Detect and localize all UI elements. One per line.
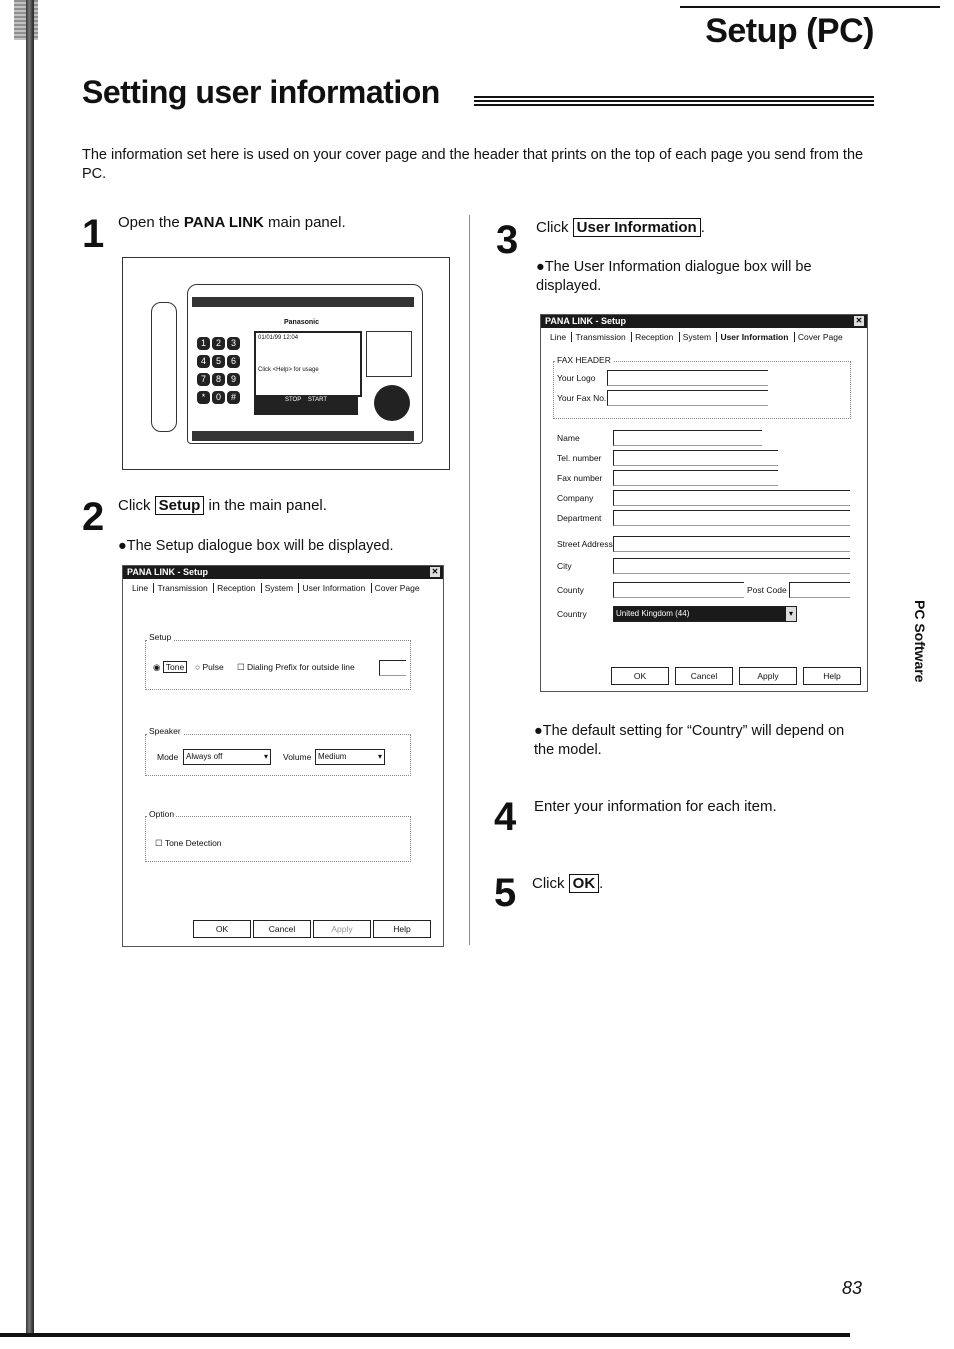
round-button[interactable]: [374, 385, 410, 421]
tab-user-information[interactable]: User Information: [716, 332, 791, 342]
ok-button[interactable]: OK: [193, 920, 251, 938]
apply-button[interactable]: Apply: [739, 667, 797, 685]
volume-label: Volume: [283, 752, 312, 762]
stop-start-bar: [254, 397, 358, 415]
step-5-number: 5: [494, 871, 517, 915]
section-header: Setup (PC): [705, 12, 874, 50]
speaker-group-label: Speaker: [149, 726, 181, 736]
key-star[interactable]: *: [197, 391, 210, 404]
dialing-prefix-input[interactable]: [379, 660, 406, 676]
user-dialog-tabs: [541, 328, 867, 346]
tel-number-label: Tel. number: [557, 453, 602, 463]
key-5[interactable]: 5: [212, 355, 225, 368]
page-number: 83: [842, 1278, 863, 1298]
chevron-down-icon: ▾: [263, 752, 268, 761]
key-1[interactable]: 1: [197, 337, 210, 350]
column-separator: [469, 215, 470, 945]
help-button[interactable]: Help: [373, 920, 431, 938]
name-label: Name: [557, 433, 580, 443]
key-9[interactable]: 9: [227, 373, 240, 386]
step-2-bullet: ●The Setup dialogue box will be displayed.: [118, 538, 394, 554]
apply-button[interactable]: Apply: [313, 920, 371, 938]
mode-label: Mode: [157, 752, 179, 762]
display-date: 01/01/99 12:04: [258, 335, 299, 341]
dialing-prefix-checkbox[interactable]: ☐ Dialing Prefix for outside line: [237, 662, 355, 672]
title-rules: [474, 96, 874, 108]
bottom-rule: [0, 1333, 850, 1337]
volume-select[interactable]: Medium ▾: [315, 749, 385, 765]
country-select[interactable]: United Kingdom (44) ▾: [613, 606, 797, 622]
key-7[interactable]: 7: [197, 373, 210, 386]
pulse-radio[interactable]: ○ Pulse: [195, 662, 224, 672]
tab-transmission[interactable]: Transmission: [571, 332, 628, 342]
chevron-down-icon: ▾: [786, 607, 796, 621]
step-4-number: 4: [494, 795, 517, 839]
post-code-input[interactable]: [789, 582, 850, 598]
county-input[interactable]: [613, 582, 744, 598]
page-title: Setting user information: [82, 74, 440, 110]
user-information-button-ref: User Information: [573, 218, 701, 237]
setup-dialog-titlebar: PANA LINK - Setup ✕: [123, 566, 443, 579]
main-panel-screenshot: [122, 257, 450, 470]
street-address-label: Street Address: [557, 539, 613, 549]
setup-button-ref: Setup: [155, 496, 205, 515]
tone-radio[interactable]: ◉ Tone: [153, 662, 187, 673]
setup-dialog: [122, 565, 444, 947]
chevron-down-icon: ▾: [377, 752, 382, 761]
cancel-button[interactable]: Cancel: [253, 920, 311, 938]
side-buttons: [366, 331, 412, 377]
tab-cover-page[interactable]: Cover Page: [371, 583, 423, 593]
department-input[interactable]: [613, 510, 850, 526]
mode-select[interactable]: Always off ▾: [183, 749, 271, 765]
key-6[interactable]: 6: [227, 355, 240, 368]
fax-header-label: FAX HEADER: [557, 355, 611, 365]
city-input[interactable]: [613, 558, 850, 574]
start-button[interactable]: START: [307, 397, 328, 403]
user-dialog-titlebar: PANA LINK - Setup ✕: [541, 315, 867, 328]
stop-button[interactable]: STOP: [284, 397, 302, 403]
tab-user-information[interactable]: User Information: [298, 583, 368, 593]
panel-display: [254, 331, 362, 397]
step-2-text: Click Setup in the main panel.: [118, 497, 327, 514]
name-input[interactable]: [613, 430, 762, 446]
step-3-bullet: ●The User Information dialogue box will be displayed.: [536, 259, 812, 294]
setup-dialog-tabs: [123, 579, 443, 597]
user-information-dialog: [540, 314, 868, 692]
company-input[interactable]: [613, 490, 850, 506]
side-tab-label: PC Software: [912, 600, 928, 683]
step-1-number: 1: [82, 212, 105, 256]
step-3-note: ●The default setting for “Country” will depend on the model.: [534, 723, 845, 758]
street-address-input[interactable]: [613, 536, 850, 552]
city-label: City: [557, 561, 572, 571]
step-3-number: 3: [496, 218, 519, 262]
ok-button-ref: OK: [569, 874, 600, 893]
key-4[interactable]: 4: [197, 355, 210, 368]
key-3[interactable]: 3: [227, 337, 240, 350]
key-8[interactable]: 8: [212, 373, 225, 386]
close-icon[interactable]: ✕: [855, 316, 863, 325]
binding-edge: [26, 0, 34, 1335]
tab-transmission[interactable]: Transmission: [153, 583, 210, 593]
tab-system[interactable]: System: [679, 332, 714, 342]
your-fax-no-input[interactable]: [607, 390, 768, 406]
ok-button[interactable]: OK: [611, 667, 669, 685]
tel-number-input[interactable]: [613, 450, 778, 466]
key-hash[interactable]: #: [227, 391, 240, 404]
step-4-text: Enter your information for each item.: [534, 798, 777, 815]
close-icon[interactable]: ✕: [431, 567, 439, 576]
tab-cover-page[interactable]: Cover Page: [794, 332, 846, 342]
panel-bottom-bar: [192, 431, 414, 441]
step-5-text: Click OK .: [532, 875, 604, 892]
your-fax-no-label: Your Fax No.: [557, 393, 607, 403]
option-group-label: Option: [149, 809, 175, 819]
setup-group-label: Setup: [149, 632, 172, 642]
help-button[interactable]: Help: [803, 667, 861, 685]
tab-line[interactable]: Line: [132, 583, 149, 593]
key-2[interactable]: 2: [212, 337, 225, 350]
fax-body: [187, 284, 423, 444]
step-3-text: Click User Information .: [536, 219, 705, 236]
tone-detection-checkbox[interactable]: ☐ Tone Detection: [155, 838, 222, 848]
tab-line[interactable]: Line: [550, 332, 567, 342]
key-0[interactable]: 0: [212, 391, 225, 404]
display-hint: Click <Help> for usage: [258, 367, 319, 373]
cancel-button[interactable]: Cancel: [675, 667, 733, 685]
county-label: County: [557, 585, 584, 595]
country-label: Country: [557, 609, 587, 619]
fax-number-input[interactable]: [613, 470, 778, 486]
intro-text: The information set here is used on your cover page and the header that prints on the top of each page you send from the PC.: [82, 147, 864, 182]
step-2-number: 2: [82, 495, 105, 539]
fax-number-label: Fax number: [557, 473, 603, 483]
handset-graphic: [151, 302, 177, 432]
department-label: Department: [557, 513, 602, 523]
panel-toolbar: [192, 297, 414, 307]
your-logo-input[interactable]: [607, 370, 768, 386]
step-1-text: Open the PANA LINK main panel.: [118, 214, 346, 231]
header-rule: [680, 6, 940, 8]
post-code-label: Post Code: [747, 585, 787, 595]
brand-label: Panasonic: [284, 319, 320, 326]
tab-reception[interactable]: Reception: [213, 583, 258, 593]
keypad: [196, 333, 256, 405]
tab-reception[interactable]: Reception: [631, 332, 676, 342]
your-logo-label: Your Logo: [557, 373, 596, 383]
tab-system[interactable]: System: [261, 583, 296, 593]
company-label: Company: [557, 493, 594, 503]
